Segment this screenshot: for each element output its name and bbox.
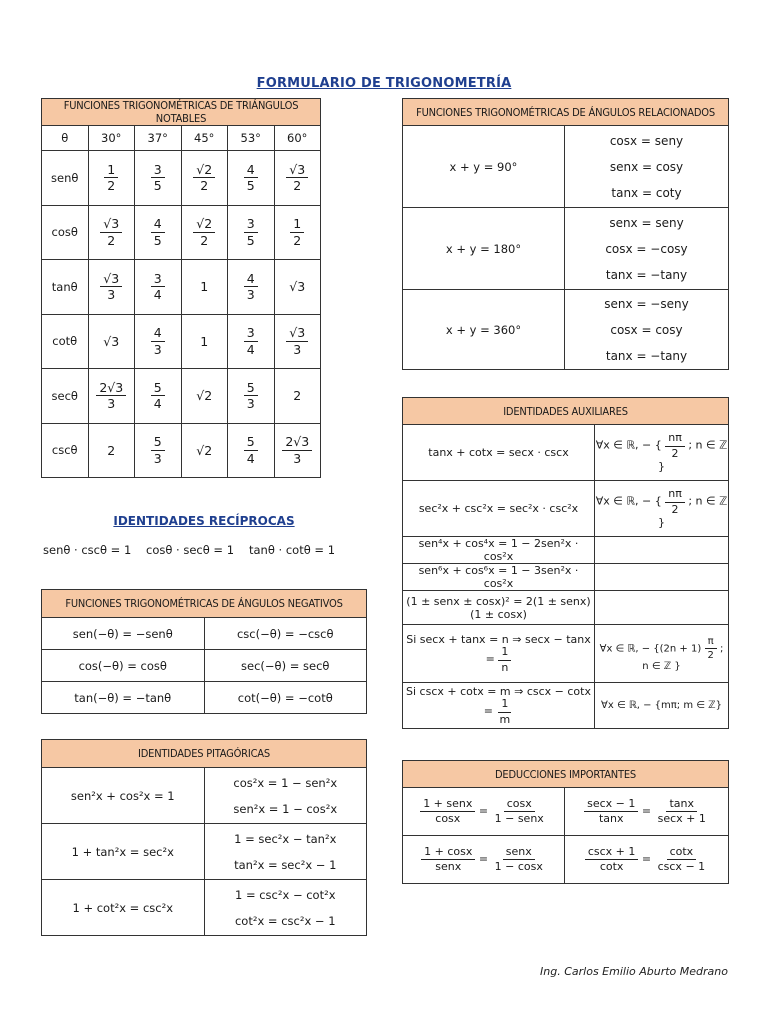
aux-identity [403,683,595,729]
fraction [492,846,546,873]
numerator: 4 [151,217,165,233]
equals-sign: = [475,804,492,818]
table-row [403,537,729,564]
identity-cell: tan(−θ) = −tanθ [42,682,205,714]
numerator: 2√3 [282,435,312,451]
table-row [403,126,729,208]
equals-sign: = [638,852,655,866]
derived-identities [204,880,367,936]
related-identity: senx = −seny [604,296,689,311]
numerator: 5 [151,435,165,451]
value-cell [228,369,275,424]
reciprocas-title: IDENTIDADES RECÍPROCAS [113,514,295,528]
aux-condition: ∀x ∈ ℝ, − {mπ; m ∈ ℤ} [595,683,729,729]
aux-identity: (1 ± senx ± cosx)² = 2(1 ± senx)(1 ± cosx) [403,591,595,625]
table-row [42,682,367,714]
identity-text: Si secx + tanx = n ⇒ secx − tanx = [406,633,591,666]
denominator: 4 [153,396,162,412]
numerator: 4 [151,326,165,342]
denominator: 4 [246,450,255,466]
numerator: cosx [504,798,535,812]
value-cell [135,260,182,315]
fraction [585,846,639,873]
auxiliares-header: IDENTIDADES AUXILIARES [403,398,729,425]
numerator: √3 [286,326,308,342]
numerator: 3 [244,326,258,342]
aux-condition [595,481,729,537]
numerator: 4 [244,163,258,179]
denominator: 5 [153,178,162,194]
fraction [286,326,308,357]
derived-identity: 1 = sec²x − tan²x [234,831,337,846]
aux-identity: tanx + cotx = secx · cscx [403,425,595,481]
related-identity: senx = cosy [609,159,684,174]
aux-identity [403,625,595,683]
denominator: 2 [107,178,116,194]
function-name: cotθ [42,314,89,369]
angle-condition: x + y = 180° [403,208,565,290]
denominator: 4 [246,341,255,357]
table-row [42,768,367,824]
table-row [42,314,321,369]
denominator: tanx [598,812,624,825]
fraction [151,272,165,303]
table-row [403,425,729,481]
fraction [244,272,258,303]
fraction [584,798,638,825]
numerator: 1 [104,163,118,179]
function-name: secθ [42,369,89,424]
identity-cell: cos(−θ) = cosθ [42,650,205,682]
fraction [421,846,475,873]
aux-identity: sen⁴x + cos⁴x = 1 − 2sen²x · cos²x [403,537,595,564]
table-row [403,836,729,884]
identity-fraction [498,646,511,673]
denominator: 2 [293,178,302,194]
numerator: 5 [244,435,258,451]
table-row [42,880,367,936]
numerator: √3 [100,217,122,233]
numerator: √3 [100,272,122,288]
function-name: cscθ [42,423,89,478]
related-identity: tanx = −tany [605,348,688,363]
related-identity: cosx = −cosy [605,241,688,256]
denominator: 3 [153,341,162,357]
value-cell: √2 [181,423,228,478]
table-row [403,481,729,537]
cond-text: ∀x ∈ ℝ, − { [595,495,662,508]
empty-cell [595,591,729,625]
fraction [193,163,215,194]
col-header: θ [42,126,89,151]
fraction [244,435,258,466]
denominator: 5 [246,178,255,194]
derived-identity: sen²x = 1 − cos²x [233,801,338,816]
related-identity: tanx = −tany [605,267,688,282]
denominator: 2 [107,232,116,248]
value-cell [135,151,182,206]
value-cell [274,314,321,369]
function-name: cosθ [42,205,89,260]
cond-text: ∀x ∈ ℝ, − { [595,439,662,452]
fraction [151,381,165,412]
value-cell [88,260,135,315]
table-row [403,290,729,370]
numerator: 1 + senx [420,798,475,812]
related-identities [565,208,729,290]
denominator: cosx [435,812,461,825]
numerator: 1 + cosx [421,846,475,860]
value-cell [228,205,275,260]
fraction [193,217,215,248]
numerator: secx − 1 [584,798,638,812]
fraction [100,272,122,303]
negativos-table [41,589,367,714]
value-cell [88,205,135,260]
numerator: √2 [193,217,215,233]
numerator: √2 [193,163,215,179]
denominator: 3 [107,287,116,303]
value-cell [88,369,135,424]
pitagoricas-header: IDENTIDADES PITAGÓRICAS [42,740,367,768]
value-cell [274,205,321,260]
table-row [42,618,367,650]
angle-condition: x + y = 90° [403,126,565,208]
numerator: tanx [666,798,697,812]
table-row [403,625,729,683]
notables-col-row [42,126,321,151]
deduction-cell [403,836,565,884]
denominator: 5 [153,232,162,248]
value-cell: 1 [181,314,228,369]
numerator: nπ [665,432,685,446]
cond-text: ; n ∈ ℤ } [642,643,724,672]
fraction [151,217,165,248]
value-cell [135,423,182,478]
value-cell [88,151,135,206]
value-cell [228,314,275,369]
value-cell [181,151,228,206]
denominator: m [499,712,511,726]
empty-cell [595,537,729,564]
value-cell: 1 [181,260,228,315]
deducciones-header: DEDUCCIONES IMPORTANTES [403,761,729,788]
numerator: senx [503,846,535,860]
denominator: 5 [246,232,255,248]
table-row [42,205,321,260]
identity-text: Si cscx + cotx = m ⇒ cscx − cotx = [406,685,591,718]
author-signature: Ing. Carlos Emilio Aburto Medrano [540,965,728,978]
fraction [244,381,258,412]
fraction [244,326,258,357]
identity-cell: cot(−θ) = −cotθ [204,682,367,714]
denominator: n [501,660,509,674]
derived-identity: tan²x = sec²x − 1 [234,857,337,872]
fraction [100,217,122,248]
value-cell: 2 [274,369,321,424]
table-row [403,788,729,836]
cond-text: ; n ∈ ℤ } [658,439,728,473]
cond-fraction [665,432,685,459]
value-cell [135,205,182,260]
identity-cell: sec(−θ) = secθ [204,650,367,682]
denominator: 2 [671,502,679,516]
value-cell: √3 [88,314,135,369]
equals-sign: = [475,852,492,866]
numerator: cotx [667,846,697,860]
function-name: senθ [42,151,89,206]
denominator: 1 − cosx [494,860,543,873]
cond-text: ∀x ∈ ℝ, − {(2n + 1) [599,643,702,654]
deducciones-table [402,760,729,884]
denominator: 1 − senx [494,812,544,825]
derived-identity: 1 = csc²x − cot²x [234,887,336,902]
denominator: 3 [246,396,255,412]
numerator: 2√3 [96,381,126,397]
table-row [403,208,729,290]
aux-identity: sen⁶x + cos⁶x = 1 − 3sen²x · cos²x [403,564,595,591]
numerator: √3 [286,163,308,179]
table-row [42,650,367,682]
numerator: cscx + 1 [585,846,639,860]
main-identity: sen²x + cos²x = 1 [42,768,205,824]
reciprocal-identity: cosθ · secθ = 1 [146,543,235,557]
empty-cell [595,564,729,591]
value-cell [228,423,275,478]
fraction [492,798,547,825]
fraction [655,846,709,873]
deduction-cell [565,788,729,836]
related-identities [565,126,729,208]
value-cell [181,205,228,260]
numerator: 1 [498,698,511,712]
table-row [42,369,321,424]
fraction [290,217,304,248]
numerator: 5 [244,381,258,397]
reciprocal-identity: tanθ · cotθ = 1 [249,543,336,557]
deduction-cell [403,788,565,836]
fraction [420,798,475,825]
numerator: 3 [151,272,165,288]
col-header: 60° [274,126,321,151]
denominator: 2 [200,178,209,194]
cond-fraction [665,488,685,515]
aux-condition [595,625,729,683]
value-cell [274,423,321,478]
aux-condition [595,425,729,481]
table-row [42,824,367,880]
fraction [151,435,165,466]
denominator: 2 [293,232,302,248]
table-row [42,423,321,478]
denominator: 3 [293,341,302,357]
identity-fraction [497,698,514,725]
denominator: secx + 1 [657,812,706,825]
fraction [286,163,308,194]
table-row [403,564,729,591]
col-header: 53° [228,126,275,151]
denominator: 3 [293,450,302,466]
identity-cell: csc(−θ) = −cscθ [204,618,367,650]
denominator: 3 [153,450,162,466]
page-title: FORMULARIO DE TRIGONOMETRÍA [256,76,512,91]
denominator: cotx [599,860,624,873]
cond-text: ; n ∈ ℤ } [658,495,728,529]
reciprocal-identity: senθ · cscθ = 1 [43,543,132,557]
aux-identity: sec²x + csc²x = sec²x · csc²x [403,481,595,537]
relacionados-header: FUNCIONES TRIGONOMÉTRICAS DE ÁNGULOS RELACIONADOS [403,99,729,126]
numerator: 3 [244,217,258,233]
fraction [151,163,165,194]
table-row [403,591,729,625]
numerator: 3 [151,163,165,179]
related-identity: tanx = coty [611,185,682,200]
function-name: tanθ [42,260,89,315]
fraction [244,217,258,248]
value-cell [228,260,275,315]
fraction [104,163,118,194]
related-identity: cosx = seny [609,133,684,148]
numerator: 4 [244,272,258,288]
fraction [96,381,126,412]
value-cell: √3 [274,260,321,315]
col-header: 45° [181,126,228,151]
numerator: 5 [151,381,165,397]
notables-table [41,98,321,478]
pitagoricas-table [41,739,367,936]
denominator: 3 [246,287,255,303]
relacionados-table [402,98,729,370]
related-identity: senx = seny [609,215,684,230]
main-identity: 1 + cot²x = csc²x [42,880,205,936]
value-cell [135,314,182,369]
auxiliares-table [402,397,729,729]
table-row [42,260,321,315]
table-row [42,151,321,206]
numerator: π [705,636,717,649]
numerator: 1 [498,646,511,660]
negativos-header: FUNCIONES TRIGONOMÉTRICAS DE ÁNGULOS NEGATIVOS [42,590,367,618]
related-identities [565,290,729,370]
value-cell [274,151,321,206]
notables-header: FUNCIONES TRIGONOMÉTRICAS DE TRIÁNGULOS NOTABLES [42,99,321,126]
value-cell: 2 [88,423,135,478]
denominator: cscx − 1 [657,860,706,873]
fraction [282,435,312,466]
denominator: 3 [107,396,116,412]
value-cell [228,151,275,206]
fraction [151,326,165,357]
numerator: nπ [665,488,685,502]
col-header: 30° [88,126,135,151]
derived-identity: cot²x = csc²x − 1 [234,913,336,928]
numerator: 1 [290,217,304,233]
main-identity: 1 + tan²x = sec²x [42,824,205,880]
related-identity: cosx = cosy [610,322,683,337]
value-cell: √2 [181,369,228,424]
angle-condition: x + y = 360° [403,290,565,370]
derived-identities [204,768,367,824]
deduction-cell [565,836,729,884]
identity-cell: sen(−θ) = −senθ [42,618,205,650]
cond-fraction [704,636,716,661]
col-header: 37° [135,126,182,151]
derived-identity: cos²x = 1 − sen²x [233,775,338,790]
table-row [403,683,729,729]
denominator: 2 [200,232,209,248]
denominator: senx [435,860,462,873]
derived-identities [204,824,367,880]
denominator: 2 [671,446,679,460]
denominator: 2 [707,649,714,661]
denominator: 4 [153,287,162,303]
fraction [244,163,258,194]
fraction [655,798,709,825]
value-cell [135,369,182,424]
equals-sign: = [638,804,655,818]
